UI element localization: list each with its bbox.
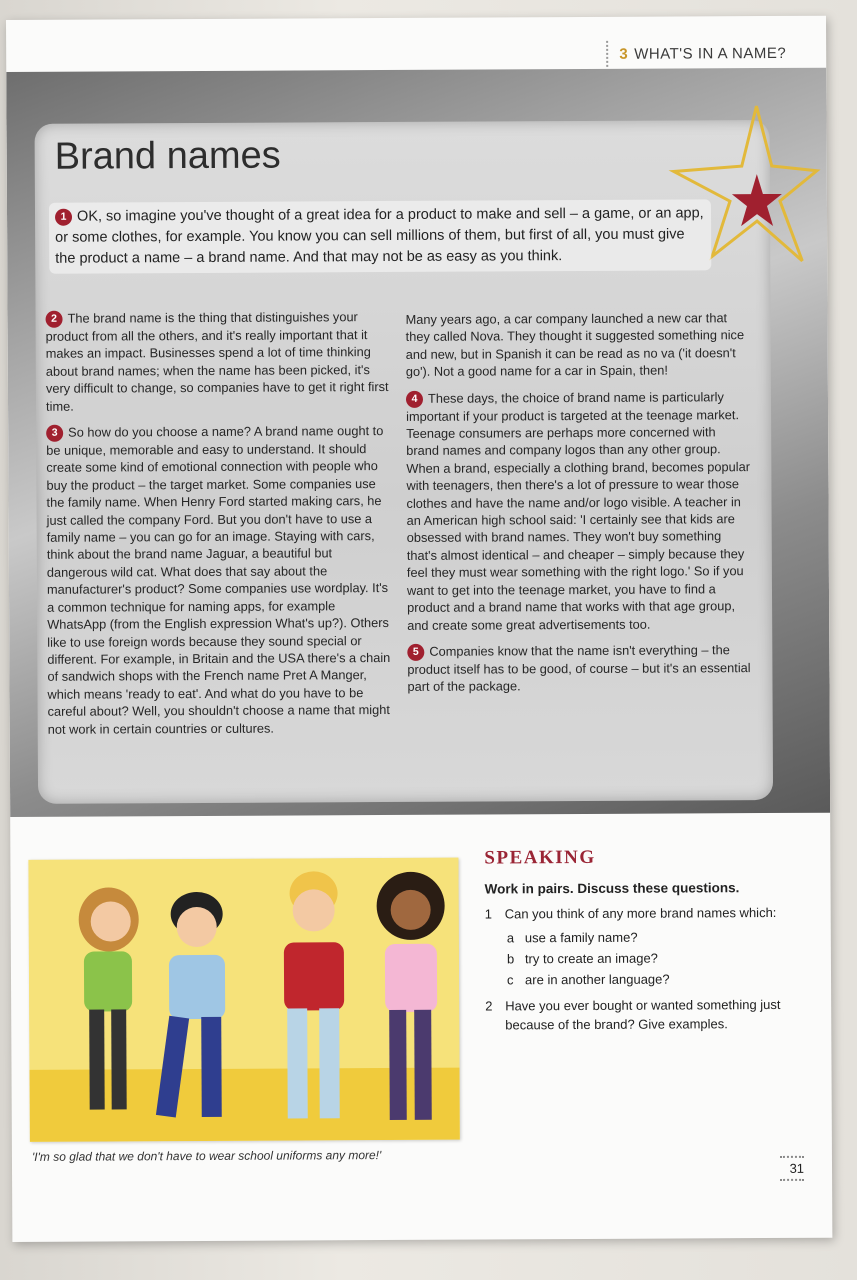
- article-title: Brand names: [54, 134, 281, 178]
- question-text: Have you ever bought or wanted something just because of the brand? Give examples.: [505, 996, 781, 1033]
- paragraph: [46, 308, 392, 415]
- paragraph-text: Companies know that the name isn't everything – the product itself has to be good, of course – but it's an essential part of the package.: [407, 642, 751, 695]
- sub-question-letter: c: [506, 972, 514, 988]
- textbook-page: [6, 16, 832, 1242]
- paragraph-text: So how do you choose a name? A brand name ought to be unique, memorable and easy to understand. It should create some kind of emotional connection with people who buy the product – the target market. Some companies use the family name. When Henry Ford started making cars, he just called the company Ford. But you don't have to use a family name – you can go for an image. Staying with cars, think about the brand name Jaguar, a beautiful but dangerous wild cat. What does that say about the manufacturer's product? Some companies use wordplay. It's a common technique for naming apps, for example WhatsApp (from the English expression What's up?). Others like to use foreign words because they sound special or different. For example, in Britain and the USA there's a chain of sandwich shops with the French name Pret A Manger, which means 'ready to eat'. And what do you have to be careful about? Well, you shouldn't choose a name that might not work in certain countries or cultures.: [46, 423, 391, 737]
- speaking-instruction: Work in pairs. Discuss these questions.: [484, 880, 740, 897]
- paragraph-text: The brand name is the thing that distinguishes your product from all the others, and it's really important that it makes an impact. Businesses spend a lot of time thinking about brand names; when the name has been picked, it's very difficult to change, so companies have to get it right first time.: [45, 309, 389, 414]
- paragraph-marker: 2: [46, 311, 63, 328]
- paragraph: [407, 641, 752, 696]
- sub-question-letter: a: [506, 930, 515, 946]
- teenagers-illustration: [28, 858, 459, 1142]
- question-text: Can you think of any more brand names which:: [504, 904, 777, 922]
- question: [485, 903, 795, 924]
- question: [485, 995, 795, 1035]
- paragraph-marker: 5: [407, 644, 424, 661]
- article-column-right: [406, 309, 753, 705]
- unit-title: WHAT'S IN A NAME?: [634, 44, 787, 63]
- sub-question-text: use a family name?: [524, 929, 638, 946]
- sub-question-letter: b: [506, 951, 515, 967]
- unit-number: 3: [619, 45, 629, 63]
- article-column-left: [46, 308, 393, 747]
- speaking-heading: SPEAKING: [484, 846, 596, 869]
- paragraph-text: Many years ago, a car company launched a new car that they called Nova. They thought it suggested something nice and new, but in Spanish it can be read as no va ('it doesn't go'). Not a good name for a car in Spain, then!: [405, 310, 745, 380]
- teenagers-icon: [28, 858, 459, 1142]
- paragraph: [406, 309, 751, 380]
- question-number: 1: [484, 906, 492, 922]
- paragraph-text: These days, the choice of brand name is particularly important if your product is targeted at the teenage market. Teenage consumers are perhaps more concerned with brand names and company logos than any other group. When a brand, especially a clothing brand, becomes popular with teenagers, then there's a lot of pressure to wear those clothes and have the name and/or logo visible. A teacher in an American high school said: 'I certainly see that kids are obsessed with brand names. They won't buy something that's almost identical – and cheaper – simply because they feel they must wear something with the right logo.' So if you want to get into the teenage market, you have to find a product and a brand name that works with that age group, and create some great advertisements too.: [406, 388, 750, 633]
- paragraph: [46, 422, 393, 738]
- paragraph-marker: 3: [46, 425, 63, 442]
- paragraph-marker: 1: [55, 209, 72, 226]
- header-divider: [606, 41, 609, 67]
- sub-question: [485, 926, 795, 949]
- sub-question-text: try to create an image?: [524, 950, 658, 967]
- paragraph: [406, 388, 752, 634]
- paragraph-marker: 4: [406, 390, 423, 407]
- sub-question: [485, 968, 795, 991]
- question-number: 2: [485, 998, 493, 1014]
- illustration-caption: 'I'm so glad that we don't have to wear school uniforms any more!': [31, 1148, 382, 1164]
- speaking-section: [484, 846, 795, 1039]
- unit-header: [606, 40, 786, 67]
- page-number: 31: [779, 1156, 804, 1181]
- sub-question-text: are in another language?: [524, 971, 670, 988]
- intro-text: OK, so imagine you've thought of a great idea for a product to make and sell – a game, or an app, or some clothes, for example. You know you can sell millions of them, but first of all, you must give the product a name – a brand name. And that may not be as easy as you think.: [55, 205, 704, 267]
- sub-question: [485, 947, 795, 970]
- intro-paragraph: [49, 199, 711, 273]
